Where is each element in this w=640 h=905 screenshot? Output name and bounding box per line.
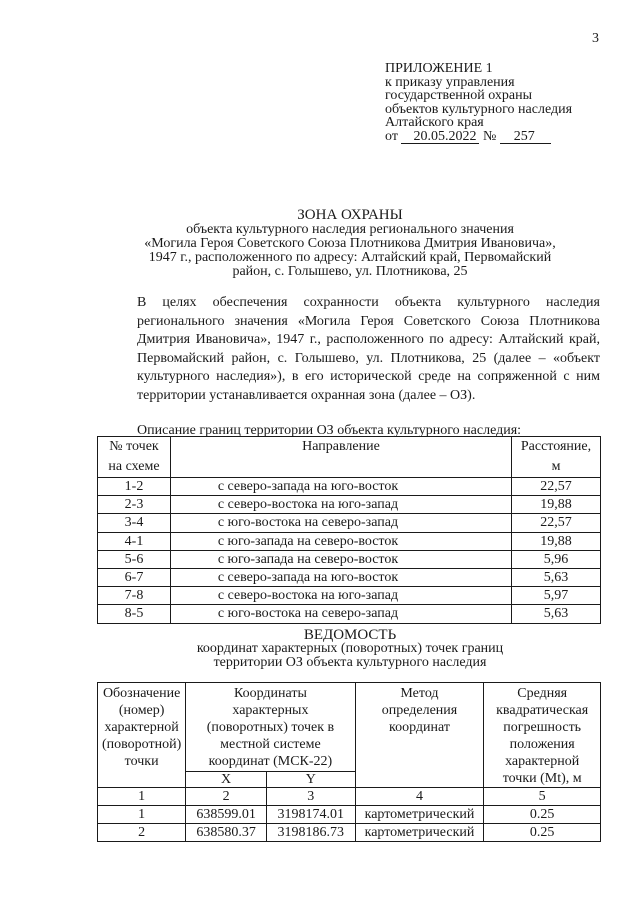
distance-header: Расстояние, м [512, 437, 601, 478]
distance-cell: 19,88 [512, 532, 601, 550]
table-row [98, 478, 601, 496]
title-line: район, с. Голышево, ул. Плотникова, 25 [232, 264, 468, 279]
page-number: 3 [592, 31, 599, 46]
column-number-row [98, 788, 601, 806]
direction-cell: с юго-запада на северо-восток [171, 532, 512, 550]
x-header: X [186, 771, 267, 787]
points-cell: 3-4 [98, 514, 171, 532]
order-date: 20.05.2022 [401, 131, 479, 144]
table-row [98, 496, 601, 514]
direction-cell: с северо-востока на юго-запад [171, 587, 512, 605]
points-cell: 6-7 [98, 568, 171, 586]
points-cell: 8-5 [98, 605, 171, 623]
direction-cell: с юго-востока на северо-запад [171, 605, 512, 623]
intro-paragraph-text: В целях обеспечения сохранности объекта культурного наследия регионального значения «Могила Героя Советского Союза Плотникова Дмитрия Ивановича», 1947 г., расположенного по адресу: Алтайский край, Первомайский район, с. Голышево, ул. Плотникова, 25 (далее – «объект культурного наследия»), в его исторической среде на сопряженной с ним территории устанавливается охранная зона (далее – ОЗ). [137, 295, 600, 403]
table-row [98, 587, 601, 605]
error-cell: 0.25 [484, 806, 601, 824]
point-cell: 2 [98, 824, 186, 842]
vedomost-title: ВЕДОМОСТЬ [303, 627, 397, 643]
appendix-line: к приказу управления [385, 74, 515, 90]
column-number: 2 [186, 788, 267, 806]
title-line: объекта культурного наследия регионального значения [186, 222, 514, 237]
date-prefix: от [385, 128, 398, 144]
y-header: Y [266, 771, 355, 787]
appendix-header [385, 62, 572, 144]
points-cell: 2-3 [98, 496, 171, 514]
appendix-title: ПРИЛОЖЕНИЕ 1 [385, 61, 493, 76]
vedomost-line: координат характерных (поворотных) точек границ [196, 641, 504, 656]
points-cell: 5-6 [98, 550, 171, 568]
vedomost-heading [100, 628, 600, 670]
distance-cell: 5,96 [512, 550, 601, 568]
x-cell: 638580.37 [186, 824, 267, 842]
appendix-line: государственной охраны [385, 88, 533, 103]
column-number: 4 [355, 788, 484, 806]
point-cell: 1 [98, 806, 186, 824]
distance-cell: 22,57 [512, 514, 601, 532]
x-cell: 638599.01 [186, 806, 267, 824]
direction-cell: с северо-запада на юго-восток [171, 478, 512, 496]
boundary-table [97, 436, 601, 624]
coordinates-table [97, 682, 601, 842]
points-header: № точек на схеме [98, 437, 171, 478]
document-title [100, 208, 600, 279]
method-cell: картометрический [355, 824, 484, 842]
direction-cell: с юго-запада на северо-восток [171, 550, 512, 568]
table-row [98, 806, 601, 824]
table-row [98, 605, 601, 623]
appendix-line: объектов культурного наследия [385, 101, 573, 117]
distance-cell: 5,97 [512, 587, 601, 605]
distance-cell: 22,57 [512, 478, 601, 496]
column-number: 3 [266, 788, 355, 806]
distance-cell: 5,63 [512, 568, 601, 586]
points-cell: 7-8 [98, 587, 171, 605]
intro-paragraph [97, 294, 600, 405]
points-cell: 1-2 [98, 478, 171, 496]
table-row [98, 514, 601, 532]
appendix-date-line [385, 130, 572, 144]
direction-header: Направление [171, 437, 512, 478]
table-row [98, 824, 601, 842]
column-number: 5 [484, 788, 601, 806]
column-number: 1 [98, 788, 186, 806]
coordinates-header: Координаты характерных (поворотных) точек в местной системе координат (МСК-22) [186, 683, 355, 772]
zone-title: ЗОНА ОХРАНЫ [297, 207, 403, 223]
description-heading: Описание границ территории ОЗ объекта культурного наследия: [137, 423, 522, 438]
designation-header: Обозначение (номер) характерной (поворотной) точки [98, 683, 186, 788]
error-header: Средняя квадратическая погрешность положения характерной точки (Mt), м [484, 683, 601, 788]
method-cell: картометрический [355, 806, 484, 824]
table-row [98, 550, 601, 568]
points-cell: 4-1 [98, 532, 171, 550]
method-header: Метод определения координат [355, 683, 484, 788]
y-cell: 3198186.73 [266, 824, 355, 842]
distance-cell: 5,63 [512, 605, 601, 623]
direction-cell: с северо-востока на юго-запад [171, 496, 512, 514]
y-cell: 3198174.01 [266, 806, 355, 824]
distance-cell: 19,88 [512, 496, 601, 514]
error-cell: 0.25 [484, 824, 601, 842]
direction-cell: с юго-востока на северо-запад [171, 514, 512, 532]
table-row [98, 532, 601, 550]
appendix-line: Алтайского края [385, 115, 484, 130]
order-number: 257 [500, 131, 551, 144]
table-row [98, 568, 601, 586]
direction-cell: с северо-запада на юго-восток [171, 568, 512, 586]
vedomost-line: территории ОЗ объекта культурного наследия [213, 655, 487, 670]
number-prefix: № [482, 128, 497, 144]
title-line: 1947 г., расположенного по адресу: Алтайский край, Первомайский [148, 250, 552, 265]
title-line: «Могила Героя Советского Союза Плотникова Дмитрия Ивановича», [144, 236, 556, 251]
